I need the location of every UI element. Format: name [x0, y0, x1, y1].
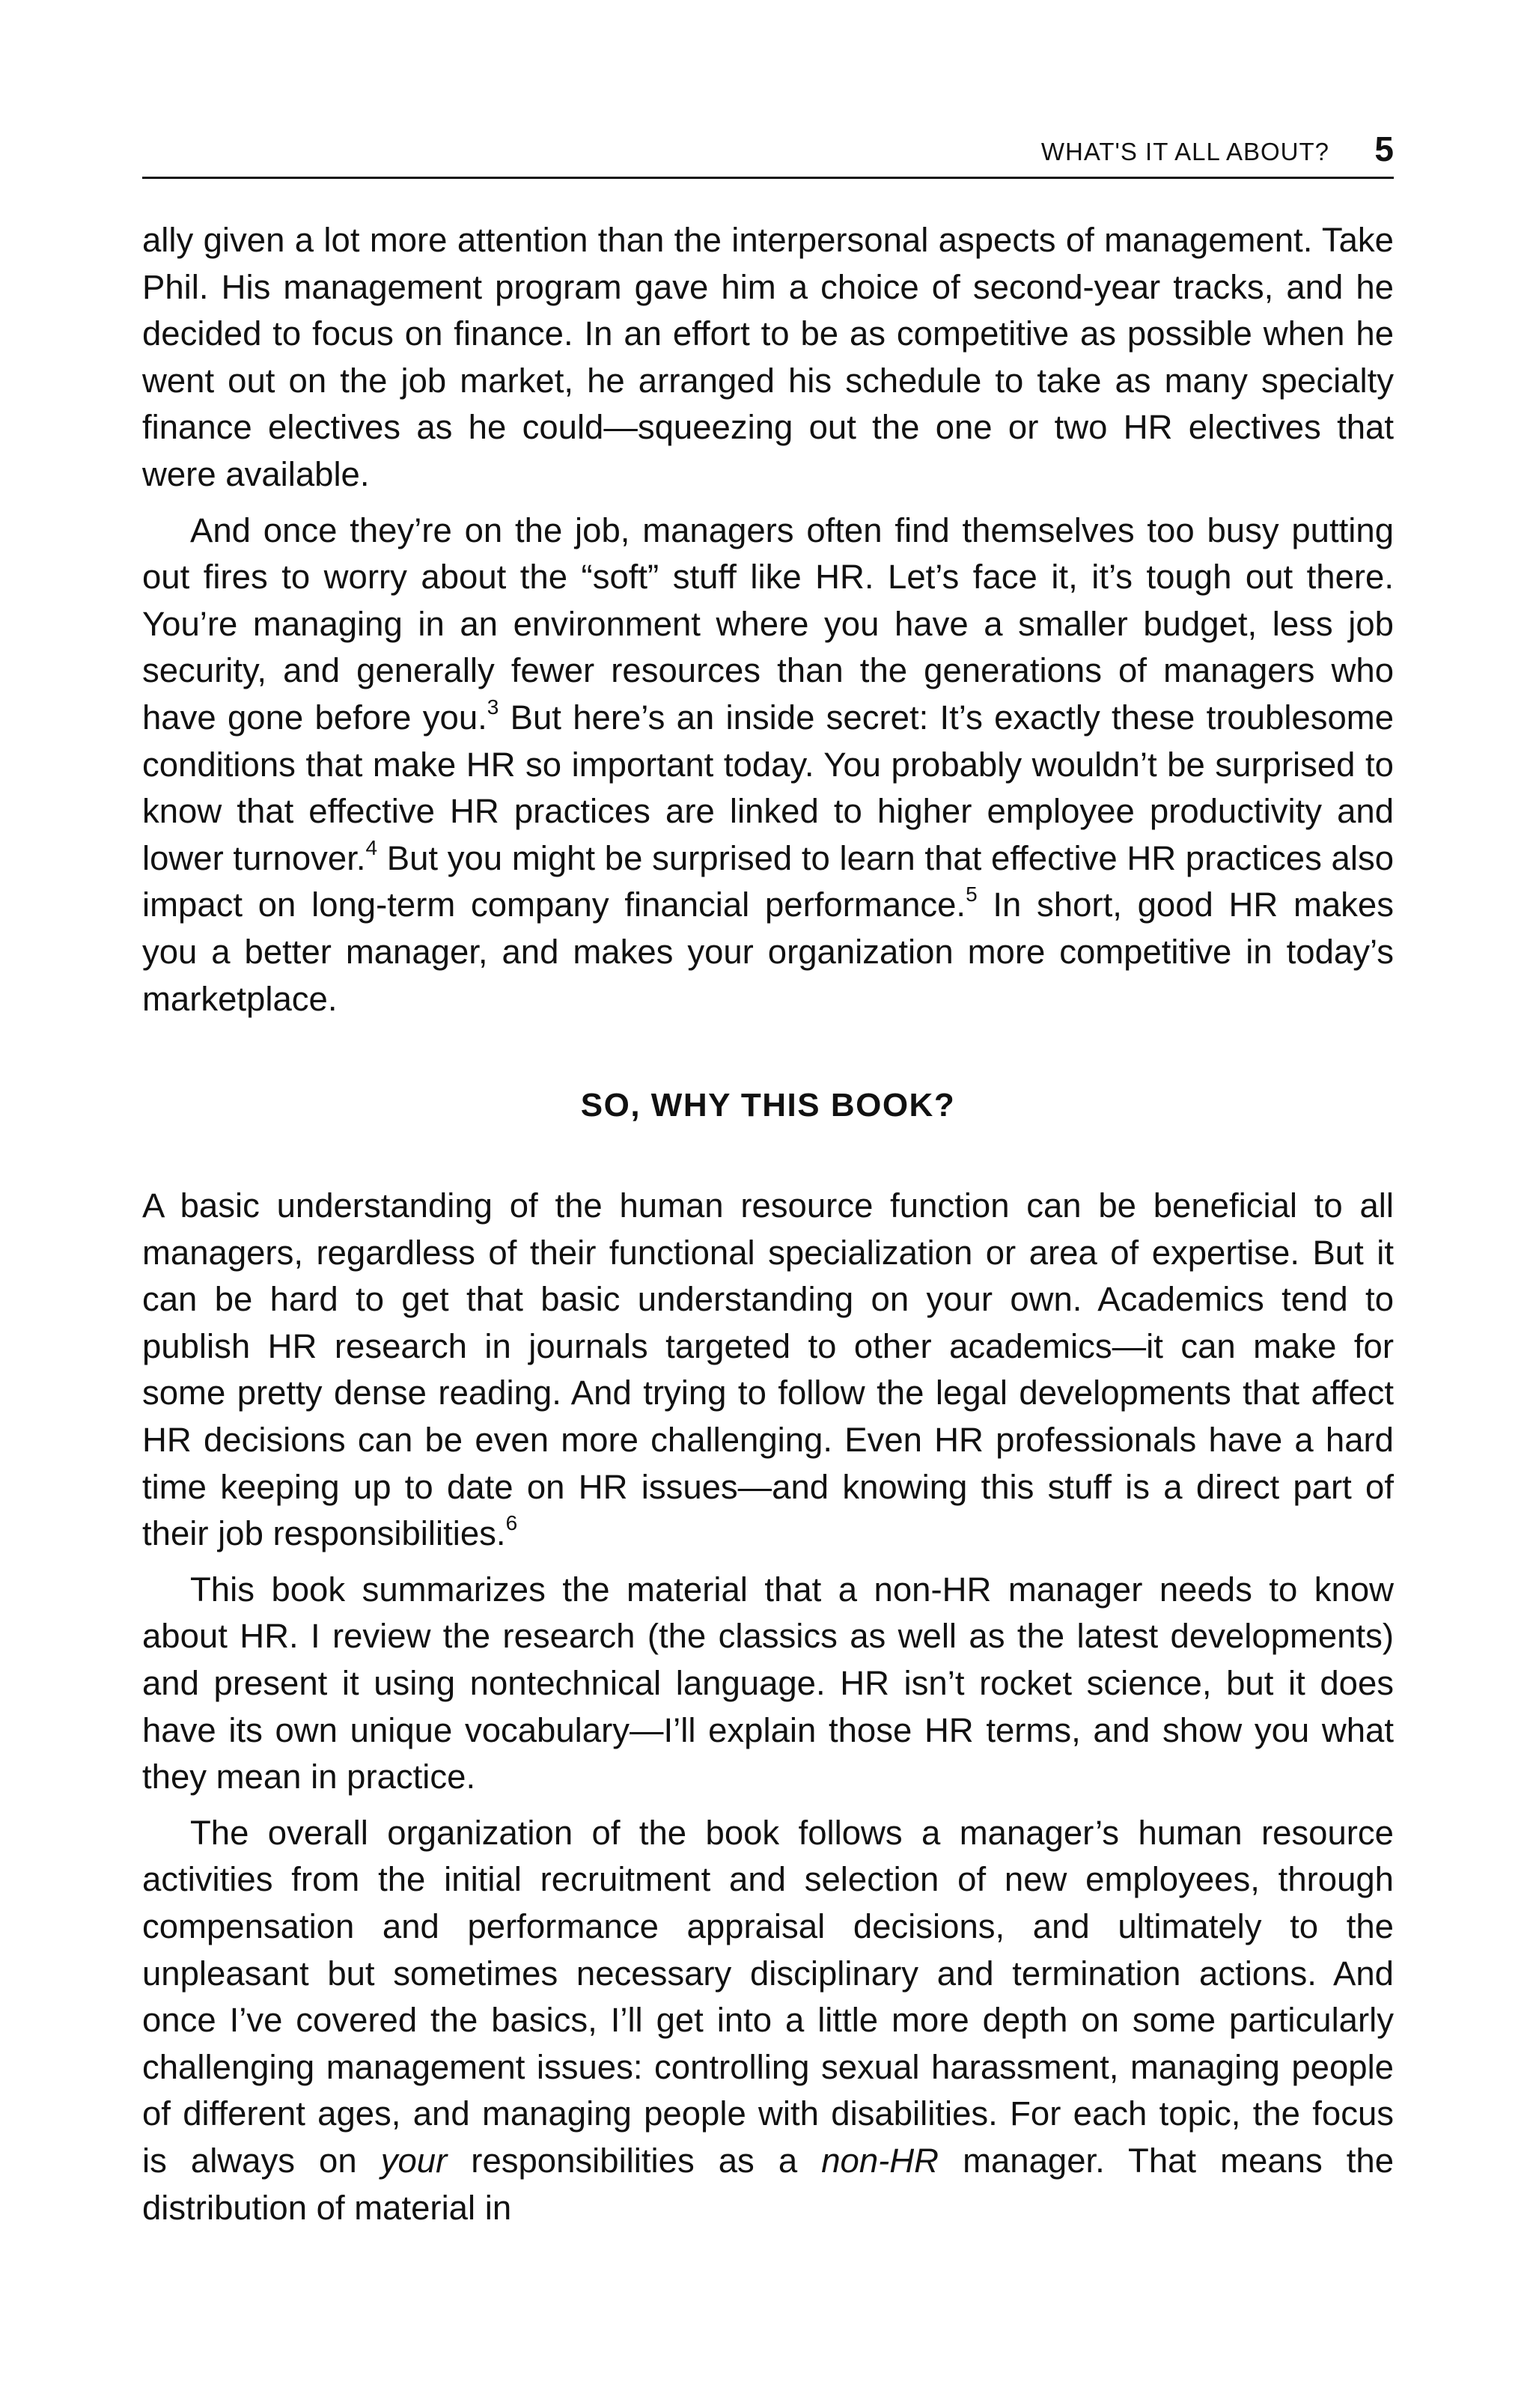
- page-number: 5: [1374, 129, 1394, 168]
- paragraph: [142, 507, 1394, 1023]
- footnote-marker: 3: [487, 695, 499, 719]
- running-head-title: WHAT'S IT ALL ABOUT?: [1040, 138, 1329, 165]
- paragraph: [142, 1567, 1394, 1801]
- paragraph-text: responsibilities as a: [447, 2141, 822, 2180]
- footnote-marker: 5: [966, 883, 978, 906]
- paragraph-text: A basic understanding of the human resource function can be beneficial to all managers, regardless of their functional specialization or area of expertise. But it can be hard to get that basic understanding on your own. Academics tend to publish HR research in journals targeted to other academics—it can make for some pretty dense reading. And trying to follow the legal developments that affect HR decisions can be even more challenging. Even HR professionals have a hard time keeping up to date on HR issues—and knowing this stuff is a direct part of their job responsibilities.: [142, 1186, 1394, 1553]
- paragraph-text: But here’s an inside secret: It’s exactly these troublesome conditions that make HR so important today. You probably wouldn’t be surprised to know that effective HR practices are linked to higher employee productivity and lower turnover.: [142, 698, 1394, 877]
- paragraph: [142, 217, 1394, 499]
- body-text: [142, 217, 1394, 2231]
- emphasis-text: non-HR: [821, 2141, 939, 2180]
- paragraphs-after-heading: [142, 1183, 1394, 2231]
- paragraph-text: But you might be surprised to learn that effective HR practices also impact on long-term company financial performance.: [142, 838, 1395, 924]
- paragraph-text: The overall organization of the book follows a manager’s human resource activities from the initial recruitment and selection of new employees, through compensation and performance appraisal decisions, and ultimately to the unpleasant but sometimes necessary disciplinary and termination actions. And once I’ve covered the basics, I’ll get into a little more depth on some particularly challenging management issues: controlling sexual harassment, managing people of different ages, and managing people with disabilities. For each topic, the focus is always on: [142, 1813, 1394, 2180]
- paragraph-text: manager. That means the distribution of material in: [142, 2141, 1394, 2227]
- footnote-marker: 4: [365, 835, 378, 859]
- paragraph: [142, 1183, 1394, 1558]
- paragraph-text: And once they’re on the job, managers often find themselves too busy putting out fires to worry about the “soft” stuff like HR. Let’s face it, it’s tough out there. You’re managing in an environment where you have a smaller budget, less job security, and generally fewer resources than the generations of managers who have gone before you.: [142, 510, 1394, 737]
- emphasis-text: your: [380, 2141, 448, 2180]
- running-head: [142, 129, 1394, 179]
- footnote-marker: 6: [505, 1511, 518, 1535]
- paragraphs-before-heading: [142, 217, 1394, 1022]
- paragraph-text: This book summarizes the material that a non-HR manager needs to know about HR. I review the research (the classics as well as the latest developments) and present it using nontechnical language. HR isn’t rocket science, but it does have its own unique vocabulary—I’ll explain those HR terms, and show you what they mean in practice.: [142, 1570, 1394, 1796]
- paragraph: [142, 1810, 1394, 2231]
- paragraph-text: ally given a lot more attention than the interpersonal aspects of management. Take Phil. His management program gave him a choice of second-year tracks, and he decided to focus on finance. In an effort to be as competitive as possible when he went out on the job market, he arranged his schedule to take as many specialty finance electives as he could—squeezing out the one or two HR electives that were available.: [142, 221, 1394, 493]
- paragraph-text: In short, good HR makes you a better manager, and makes your organization more competitive in today’s marketplace.: [142, 886, 1394, 1018]
- section-heading: SO, WHY THIS BOOK?: [580, 1087, 956, 1124]
